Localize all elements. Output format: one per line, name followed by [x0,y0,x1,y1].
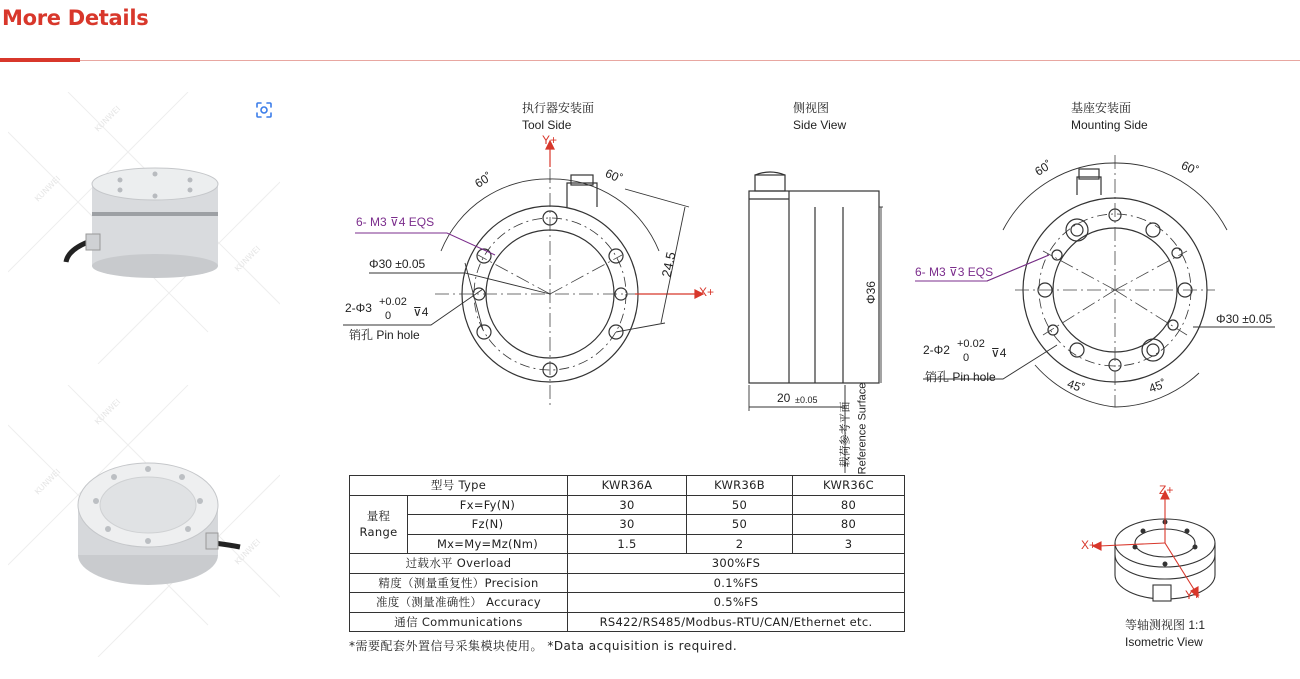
iso-x-axis-label: X+ [1081,538,1097,552]
side-length-label: 20 [777,391,791,405]
table-cell: 30 [568,495,687,515]
table-header-model: KWR36A [568,476,687,496]
table-header-model: KWR36C [793,476,905,496]
mount-angle-b2: 45˚ [1146,376,1169,396]
section-title: More Details [2,6,149,30]
reference-surface-en: Reference Surface [856,382,869,475]
table-row [350,554,905,574]
table-cell: Mx=My=Mz(Nm) [408,534,568,554]
table-row [350,515,905,535]
mount-pin-tol-lower: 0 [963,352,970,364]
spec-table [349,475,905,632]
iso-title-en: Isometric View [1125,635,1203,649]
side-dia-label: Φ36 [863,281,878,304]
watermark-text: KUNWEI [93,104,123,134]
tool-pin-tol-lower: 0 [385,310,392,322]
table-row [350,593,905,613]
table-cell: 30 [568,515,687,535]
side-view-title-en: Side View [793,118,847,132]
table-cell: 1.5 [568,534,687,554]
table-cell: 0.1%FS [568,573,905,593]
x-axis-label: X+ [699,285,715,299]
svg-text:KUNWEI: KUNWEI [93,397,123,427]
tool-pin-hole-label: 销孔 Pin hole [349,328,420,342]
table-row [350,612,905,632]
tool-dim-245: 24.5 [658,250,679,279]
footnote: *需要配套外置信号采集模块使用。 *Data acquisition is required. [349,639,738,653]
title-accent-bar [0,58,80,62]
mount-pin-label: 2-Φ2 [923,343,950,357]
y-axis-label: Y+ [542,133,558,147]
svg-text:KUNWEI: KUNWEI [233,537,263,567]
mount-bore-label: Φ30 ±0.05 [1216,312,1273,326]
table-row [350,573,905,593]
mount-angle-right: 60˚ [1179,158,1201,178]
mount-thread-label: 6- M3 ⊽3 EQS [915,265,994,279]
table-header-type: 型号 Type [350,476,568,496]
table-cell: 300%FS [568,554,905,574]
scan-button[interactable] [253,99,275,121]
mount-angle-b1: 45˚ [1065,376,1087,396]
table-cell: 通信 Communications [350,612,568,632]
table-cell: 50 [687,515,793,535]
iso-z-axis-label: Z+ [1159,483,1174,497]
svg-text:KUNWEI: KUNWEI [33,467,63,497]
svg-text:KUNWEI: KUNWEI [233,244,263,274]
mount-pin-depth: ⊽4 [991,346,1007,360]
mount-pin-hole-label: 销孔 Pin hole [925,370,996,384]
tool-pin-label: 2-Φ3 [345,301,372,315]
table-header-model: KWR36B [687,476,793,496]
mounting-side-title-en: Mounting Side [1071,118,1148,132]
table-row [350,495,905,515]
table-cell: 过载水平 Overload [350,554,568,574]
mounting-side-title-cn: 基座安装面 [1071,101,1132,115]
iso-y-axis-label: Y+ [1185,588,1201,602]
product-image-side[interactable] [8,92,280,364]
table-cell: 精度（测量重复性）Precision [350,573,568,593]
tool-thread-label: 6- M3 ⊽4 EQS [356,215,435,229]
mount-pin-tol-upper: +0.02 [957,338,985,350]
title-divider [0,60,1300,61]
range-label: 量程 Range [350,495,408,554]
svg-text:KUNWEI: KUNWEI [33,174,63,204]
table-cell: 3 [793,534,905,554]
side-view-drawing [749,172,879,383]
mount-angle-left: 60˚ [1032,157,1055,179]
table-cell: 0.5%FS [568,593,905,613]
tool-side-title-en: Tool Side [522,118,572,132]
table-cell: 准度（测量准确性） Accuracy [350,593,568,613]
tool-side-title-cn: 执行器安装面 [522,101,595,115]
side-length-tol: ±0.05 [795,395,818,405]
side-view-title-cn: 侧视图 [793,101,830,115]
tool-bore-label: Φ30 ±0.05 [369,257,426,271]
table-row [350,476,905,496]
table-cell: 80 [793,515,905,535]
table-cell: Fz(N) [408,515,568,535]
table-row [350,534,905,554]
table-cell: 80 [793,495,905,515]
iso-title-cn: 等轴测视图 1:1 [1125,618,1206,632]
table-cell: 2 [687,534,793,554]
tool-angle-left: 60˚ [472,169,495,191]
tool-pin-tol-upper: +0.02 [379,296,407,308]
tool-pin-depth: ⊽4 [413,305,429,319]
scan-icon [253,99,275,121]
tool-angle-right: 60˚ [603,166,625,186]
table-cell: 50 [687,495,793,515]
table-cell: RS422/RS485/Modbus-RTU/CAN/Ethernet etc. [568,612,905,632]
product-image-top[interactable] [8,385,280,657]
reference-surface-cn: 载荷参考平面 [839,401,852,468]
table-cell: Fx=Fy(N) [408,495,568,515]
